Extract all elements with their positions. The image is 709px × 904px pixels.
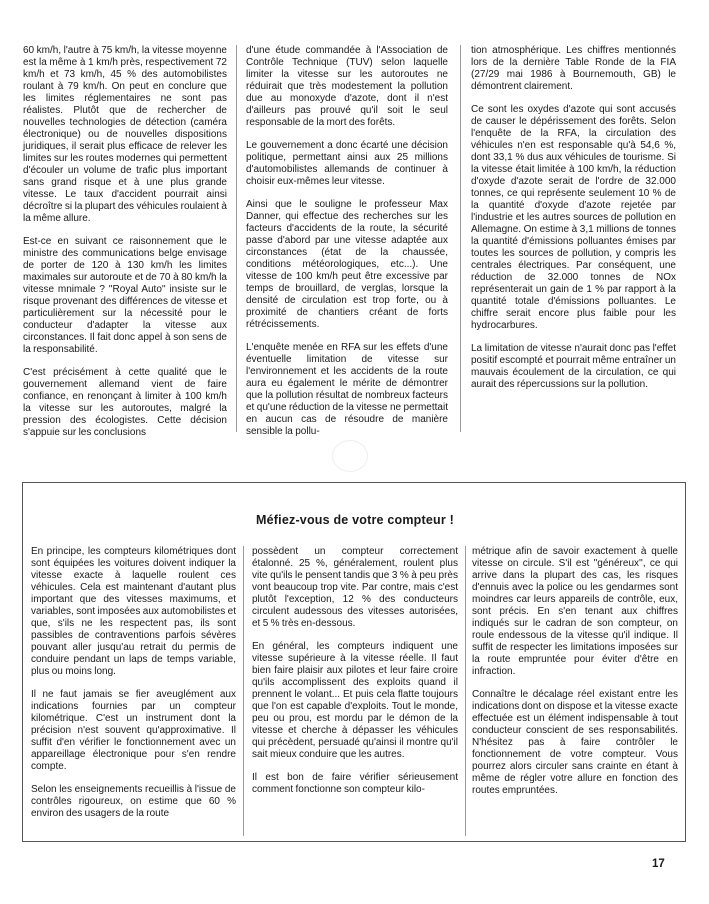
article-paragraph: La limitation de vitesse n'aurait donc pas l'effet positif escompté et pourrait même entraîner un mauvais écoulement de la circulation, ce qui aurait des répercussions sur la pollution. [471, 343, 676, 390]
column-divider [460, 45, 461, 432]
box-paragraph: En général, les compteurs indiquent une vitesse supérieure à la vitesse réelle. Il faut bien faire plaisir aux pilotes et leur faire croire qu'ils accomplissent des exploits quand il prennent le volant... Et puis cela flatte toujours que l'on est capable d'exploits. Tout le monde, peu ou prou, est mordu par le démon de la vitesse et cherche à dépasser les véhicules qui précèdent, persuadé qu'ainsi il montre qu'il sait mieux conduire que les autres. [252, 641, 458, 760]
article-column-1 [23, 45, 227, 450]
box-paragraph: possèdent un compteur correctement étalonné. 25 %, généralement, roulent plus vite qu'ils le pensent tandis que 3 % à peu près vont beaucoup trop vite. Par contre, mais c'est plutôt l'exception, 12 % des conducteurs circulent audessous des vitesses autorisées, et 5 % très en-dessous. [252, 546, 458, 629]
box-column-2 [252, 546, 458, 807]
article-paragraph: Ainsi que le souligne le professeur Max Danner, qui effectue des recherches sur les facteurs d'accidents de la route, la sécurité passe d'abord par une vitesse adaptée aux circonstances (état de la chaussée, conditions météorologiques, etc...). Une vitesse de 100 km/h peut être excessive par temps de brouillard, de verglas, lorsque la densité de circulation est trop forte, ou à proximité de chantiers créant de forts rétrécissements. [246, 199, 448, 330]
column-divider [236, 45, 237, 432]
column-divider [465, 546, 466, 836]
column-divider [243, 546, 244, 836]
box-column-3 [472, 546, 678, 808]
article-paragraph: d'une étude commandée à l'Association de Contrôle Technique (TUV) selon laquelle limiter la vitesse sur les autoroutes ne réduirait que très modestement la pollution due au monoxyde d'azote, dont il n'est d'ailleurs pas prouvé qu'il soit le seul responsable de la mort des forêts. [246, 45, 448, 128]
box-paragraph: Selon les enseignements recueillis à l'issue de contrôles rigoureux, on estime que 60 % environ des usagers de la route [31, 784, 236, 819]
box-column-1 [31, 546, 236, 831]
sidebar-box [22, 482, 686, 842]
box-paragraph: Il est bon de faire vérifier sérieusement comment fonctionne son compteur kilo- [252, 772, 458, 795]
article-paragraph: Le gouvernement a donc écarté une décision politique, permettant ainsi aux 25 millions d'automobilistes allemands de continuer à choisir eux-mêmes leur vitesse. [246, 140, 448, 187]
box-paragraph: métrique afin de savoir exactement à quelle vitesse on circule. S'il est ''généreux'', ce qui arrive dans la plupart des cas, les risques d'ennuis avec la police ou les gendarmes sont moindres car leurs appareils de contrôle, eux, sont précis. En s'en tenant aux chiffres indiqués sur le cadran de son compteur, on roule endessous de la vitesse qu'il indique. Il suffit de respecter les limitations imposées sur la route empruntée pour éviter d'être en infraction. [472, 546, 678, 677]
article-column-3 [471, 45, 676, 402]
article-paragraph: L'enquête menée en RFA sur les effets d'une éventuelle limitation de vitesse sur l'environnement et les accidents de la route aura eu également le mérite de démontrer que la pollution résultat de nombreux facteurs et qu'une réduction de la vitesse ne permettait en aucun cas de résoudre de manière sensible la pollu- [246, 342, 448, 437]
box-title: Méfiez-vous de votre compteur ! [256, 513, 454, 527]
box-paragraph: En principe, les compteurs kilométriques dont sont équipées les voitures doivent indiquer la vitesse exacte à laquelle roulent ces véhicules. Cela est maintenant d'autant plus important que des vitesses maximums, et variables, sont imposées aux automobilistes et que, s'ils ne les respectent pas, ils sont passibles de contraventions parfois sévères pouvant aller jusqu'au retrait du permis de conduire pendant un laps de temps variable, plus ou moins long. [31, 546, 236, 677]
article-paragraph: tion atmosphérique. Les chiffres mentionnés lors de la dernière Table Ronde de la FIA (27/29 mai 1986 à Bournemouth, GB) le démontrent clairement. [471, 45, 676, 92]
article-column-2 [246, 45, 448, 449]
article-paragraph: Est-ce en suivant ce raisonnement que le ministre des communications belge envisage de porter de 120 à 130 km/h les limites maximales sur autoroute et de 70 à 80 km/h la vitesse mnimale ? ''Royal Auto'' insiste sur le risque provenant des différences de vitesse et particulièrement sur la nécessité pour le conducteur d'adapter la vitesse aux circonstances. Il fait donc appel à son sens de la responsabilité. [23, 236, 227, 355]
article-paragraph: C'est précisément à cette qualité que le gouvernement allemand vient de faire confiance, en renonçant à limiter à 100 km/h la vitesse sur les autoroutes, malgré la pression des écologistes. Cette décision s'appuie sur les conclusions [23, 367, 227, 438]
faint-stamp-mark [332, 440, 368, 472]
article-paragraph: 60 km/h, l'autre à 75 km/h, la vitesse moyenne est la même à 1 km/h près, respectivement 72 km/h et 73 km/h, 45 % des automobilistes roulant à 79 km/h. On peut en conclure que les limites réglementaires ne sont pas réalistes. Plutôt que de rechercher de nouvelles technologies de détection (caméra électronique) ou de nouvelles dispositions juridiques, il serait plus efficace de relever les limites sur les routes modernes qui permettent d'écouler un volume de trafic plus important sans grand risque et à une plus grande vitesse. Le taux d'accident pourrait ainsi décroître si la plupart des véhicules roulaient à la même allure. [23, 45, 227, 224]
article-paragraph: Ce sont les oxydes d'azote qui sont accusés de causer le dépérissement des forêts. Selon l'enquête de la RFA, la circulation des véhicules n'en est responsable qu'à 54,6 %, dont 33,1 % dus aux véhicules de tourisme. Si la vitesse était limitée à 100 km/h, la réduction d'oxyde d'azote serait de l'ordre de 32.000 tonnes, ce qui représente seulement 10 % de la quantité d'oxyde d'azote rejetée par l'industrie et les autres sources de pollution en Allemagne. On estime à 3,1 millions de tonnes la quantité d'émissions polluantes émises par toutes les sources de pollution, y compris les centrales électriques. Par conséquent, une réduction de 32.000 tonnes de NOx représenterait un gain de 1 % par rapport à la quantité totale d'émissions polluantes. Le chiffre serait encore plus faible pour les hydrocarbures. [471, 104, 676, 331]
box-paragraph: Il ne faut jamais se fier aveuglément aux indications fournies par un compteur kilométrique. C'est un instrument dont la précision n'est souvent qu'approximative. Il suffit d'en vérifier le fonctionnement avec un appareillage électronique pour s'en rendre compte. [31, 689, 236, 772]
box-paragraph: Connaître le décalage réel existant entre les indications dont on dispose et la vitesse exacte effectuée est un élément indispensable à tout conducteur conscient de ses responsabilités. N'hésitez pas à faire contrôler le fonctionnement de votre compteur. Vous pourrez alors circuler sans crainte en étant à même de régler votre allure en fonction des routes empruntées. [472, 689, 678, 796]
page-number: 17 [652, 858, 665, 870]
